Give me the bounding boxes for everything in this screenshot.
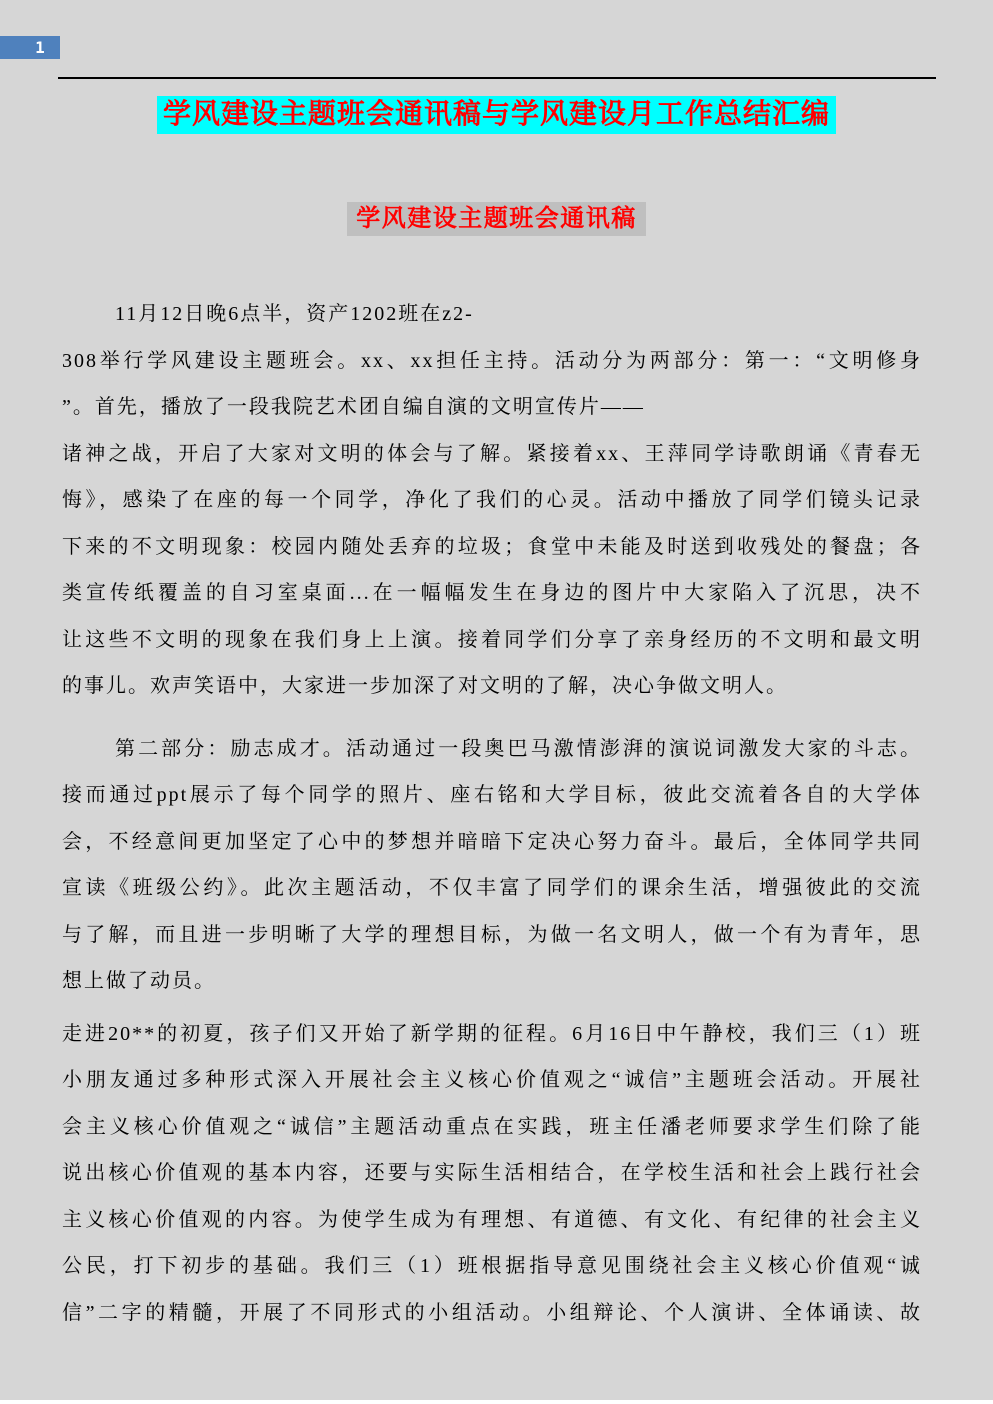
page-number: 1 (35, 38, 45, 57)
body-line: ”。首先，播放了一段我院艺术团自编自演的文明宣传片—— (62, 396, 645, 418)
paragraph (62, 291, 922, 710)
body-line: 让这些不文明的现象在我们身上上演。接着同学们分享了亲身经历的不文明和最文明 (62, 628, 922, 651)
page-bottom-edge (0, 1400, 993, 1404)
subtitle-row (0, 202, 993, 236)
body-line: 与了解，而且进一步明晰了大学的理想目标，为做一名文明人，做一个有为青年，思 (62, 923, 922, 946)
title-row (0, 96, 993, 134)
body-line: 类宣传纸覆盖的自习室桌面...在一幅幅发生在身边的图片中大家陷入了沉思，决不 (62, 582, 922, 604)
header-rule (58, 77, 936, 79)
paragraph (62, 1011, 922, 1337)
body-line: 308举行学风建设主题班会。xx、xx担任主持。活动分为两部分：第一：“文明修身 (62, 349, 922, 372)
body-line: 会主义核心价值观之“诚信”主题活动重点在实践，班主任潘老师要求学生们除了能 (62, 1115, 922, 1138)
body-line: 公民，打下初步的基础。我们三（1）班根据指导意见围绕社会主义核心价值观“诚 (62, 1255, 922, 1277)
body-line: 走进20**的初夏，孩子们又开始了新学期的征程。6月16日中午静校，我们三（1）班 (62, 1022, 922, 1045)
paragraph (62, 726, 922, 1005)
body-line: 小朋友通过多种形式深入开展社会主义核心价值观之“诚信”主题班会活动。开展社 (62, 1069, 922, 1091)
body-line: 宣读《班级公约》。此次主题活动，不仅丰富了同学们的课余生活，增强彼此的交流 (62, 877, 922, 899)
body-line: 11月12日晚6点半，资产1202班在z2- (115, 303, 474, 325)
body-line: 说出核心价值观的基本内容，还要与实际生活相结合，在学校生活和社会上践行社会 (62, 1162, 922, 1184)
body-line: 诸神之战，开启了大家对文明的体会与了解。紧接着xx、王萍同学诗歌朗诵《青春无 (62, 442, 922, 465)
body-line: 下来的不文明现象：校园内随处丢弃的垃圾；食堂中未能及时送到收残处的餐盘；各 (62, 535, 922, 558)
body-line: 悔》，感染了在座的每一个同学，净化了我们的心灵。活动中播放了同学们镜头记录 (62, 489, 922, 511)
body-line: 接而通过ppt展示了每个同学的照片、座右铭和大学目标，彼此交流着各自的大学体 (62, 784, 922, 806)
document-body (62, 291, 922, 1336)
body-line: 想上做了动员。 (62, 970, 216, 992)
body-line: 主义核心价值观的内容。为使学生成为有理想、有道德、有文化、有纪律的社会主义 (62, 1208, 922, 1231)
page-number-badge (0, 36, 60, 59)
body-line: 的事儿。欢声笑语中，大家进一步加深了对文明的了解，决心争做文明人。 (62, 675, 788, 697)
body-line: 信”二字的精髓，开展了不同形式的小组活动。小组辩论、个人演讲、全体诵读、故 (62, 1301, 922, 1324)
body-line: 会，不经意间更加坚定了心中的梦想并暗暗下定决心努力奋斗。最后，全体同学共同 (62, 830, 922, 853)
doc-subtitle: 学风建设主题班会通讯稿 (347, 202, 646, 236)
body-line: 第二部分：励志成才。活动通过一段奥巴马激情澎湃的演说词激发大家的斗志。 (115, 737, 922, 760)
doc-title: 学风建设主题班会通讯稿与学风建设月工作总结汇编 (157, 96, 836, 134)
